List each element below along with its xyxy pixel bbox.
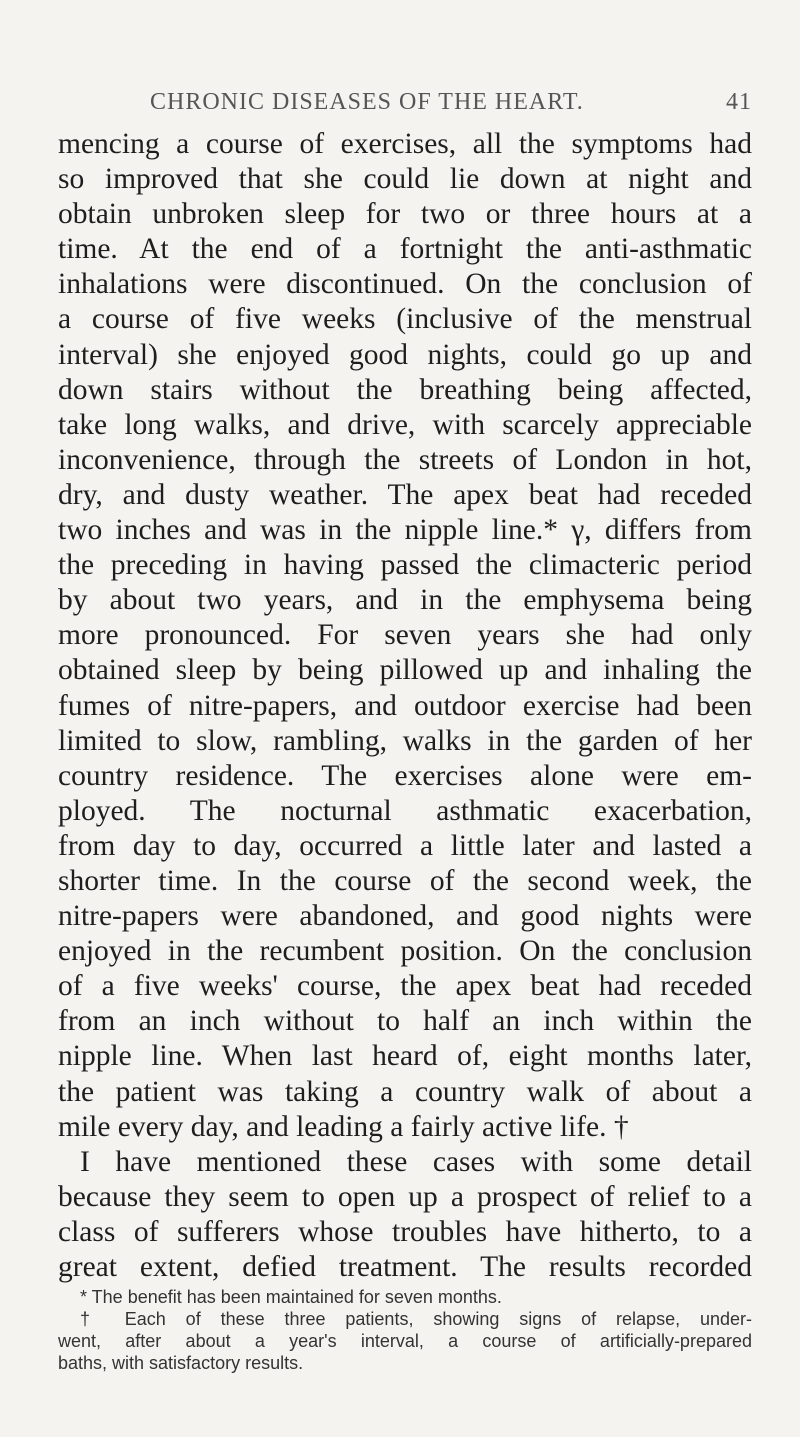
footnote-2-line: baths, with satisfactory results. (58, 1353, 304, 1373)
text-line: ployed. The nocturnal asthmatic exacerbation, (58, 794, 752, 827)
text-line: take long walks, and drive, with scarcely appreciable (58, 408, 752, 441)
text-line: two inches and was in the nipple line.* γ, differs from (58, 514, 752, 547)
footnote-2-line: went, after about a year's interval, a course of artificially-prepared (58, 1331, 752, 1351)
text-line: from day to day, occurred a little later and lasted a (58, 829, 752, 862)
text-line: obtained sleep by being pillowed up and inhaling the (58, 654, 752, 687)
text-line: down stairs without the breathing being affected, (58, 373, 752, 406)
text-line: inhalations were discontinued. On the conclusion of (58, 268, 752, 301)
text-line: I have mentioned these cases with some detail (80, 1145, 752, 1178)
text-line: mencing a course of exercises, all the symptoms had (58, 128, 752, 160)
text-line: of a five weeks' course, the apex beat had receded (58, 970, 752, 1003)
text-line: great extent, defied treatment. The results recorded (58, 1251, 752, 1283)
text-line: inconvenience, through the streets of London in hot, (58, 443, 752, 476)
text-line: by about two years, and in the emphysema being (58, 584, 752, 617)
text-line: more pronounced. For seven years she had only (58, 619, 752, 652)
page-header (58, 89, 752, 119)
body-text (58, 127, 752, 1285)
text-line: class of sufferers whose troubles have hitherto, to a (58, 1215, 752, 1248)
footnote-2-line: † Each of these three patients, showing signs of relapse, under- (80, 1309, 752, 1329)
text-line: time. At the end of a fortnight the anti-asthmatic (58, 233, 752, 266)
text-line: country residence. The exercises alone were em- (58, 759, 752, 792)
running-title: CHRONIC DISEASES OF THE HEART. (150, 89, 584, 115)
text-line: dry, and dusty weather. The apex beat had receded (58, 478, 752, 511)
text-line: enjoyed in the recumbent position. On the conclusion (58, 935, 752, 968)
text-line: interval) she enjoyed good nights, could go up and (58, 338, 752, 371)
text-line: mile every day, and leading a fairly active life. † (58, 1110, 629, 1143)
text-line: from an inch without to half an inch within the (58, 1005, 752, 1038)
text-line: a course of five weeks (inclusive of the menstrual (58, 303, 752, 336)
footnote-1: * The benefit has been maintained for seven months. (80, 1287, 502, 1307)
text-line: obtain unbroken sleep for two or three hours at a (58, 198, 752, 231)
text-line: limited to slow, rambling, walks in the garden of her (58, 724, 752, 757)
text-line: shorter time. In the course of the second week, the (58, 864, 752, 897)
text-line: because they seem to open up a prospect of relief to a (58, 1180, 752, 1213)
text-line: fumes of nitre-papers, and outdoor exercise had been (58, 689, 752, 722)
text-line: nitre-papers were abandoned, and good nights were (58, 900, 752, 933)
text-line: nipple line. When last heard of, eight months later, (58, 1040, 752, 1073)
text-line: the patient was taking a country walk of about a (58, 1075, 752, 1108)
text-line: the preceding in having passed the climacteric period (58, 549, 752, 582)
footnotes (58, 1286, 752, 1374)
page-number: 41 (726, 89, 752, 115)
text-line: so improved that she could lie down at night and (58, 163, 752, 196)
